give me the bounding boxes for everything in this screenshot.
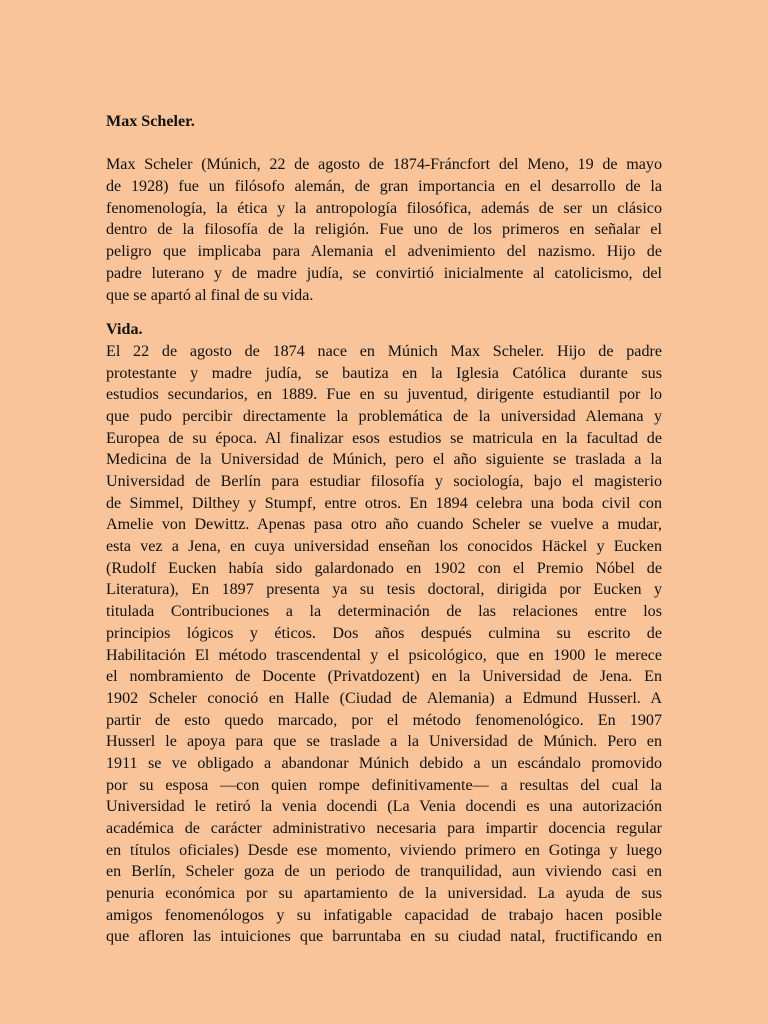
vida-line: que pudo percibir directamente la problemática de la universidad Alemana y xyxy=(106,407,662,425)
vida-line: académica de carácter administrativo necesaria para impartir docencia regular xyxy=(106,820,662,837)
vida-line: Europea de su época. Al finalizar esos estudios se matricula en la facultad de xyxy=(106,429,662,447)
vida-line: 1902 Scheler conoció en Halle (Ciudad de Alemania) a Edmund Husserl. A xyxy=(106,689,662,707)
vida-line: (Rudolf Eucken había sido galardonado en 1902 con el Premio Nóbel de xyxy=(106,559,662,577)
vida-line: el nombramiento de Docente (Privatdozent) en la Universidad de Jena. En xyxy=(106,668,662,686)
vida-line: partir de esto quedo marcado, por el método fenomenológico. En 1907 xyxy=(106,711,662,729)
paragraph-gap xyxy=(106,306,662,319)
vida-line: en títulos oficiales) Desde ese momento, viviendo primero en Gotinga y luego xyxy=(106,841,662,859)
intro-line: dentro de la filosofía de la religión. Fue uno de los primeros en señalar el xyxy=(106,221,662,239)
vida-line: esta vez a Jena, en cuya universidad enseñan los conocidos Häckel y Eucken xyxy=(106,538,662,556)
vida-line: Universidad de Berlín para estudiar filosofía y sociología, bajo el magisterio xyxy=(106,473,662,490)
vida-line: protestante y madre judía, se bautiza en la Iglesia Católica durante sus xyxy=(106,364,662,382)
vida-line: titulada Contribuciones a la determinación de las relaciones entre los xyxy=(106,603,662,621)
vida-line: que afloren las intuiciones que barruntaba en su ciudad natal, fructificando en xyxy=(106,928,662,946)
vida-line: Amelie von Dewittz. Apenas pasa otro año cuando Scheler se vuelve a mudar, xyxy=(106,516,662,534)
vida-line: Universidad le retiró la venia docendi (La Venia docendi es una autorización xyxy=(106,798,662,816)
intro-line: Max Scheler (Múnich, 22 de agosto de 1874-Fráncfort del Meno, 19 de mayo xyxy=(106,156,662,174)
intro-line: de 1928) fue un filósofo alemán, de gran importancia en el desarrollo de la xyxy=(106,178,662,196)
vida-line: Husserl le apoya para que se traslade a la Universidad de Múnich. Pero en xyxy=(106,733,662,751)
document-title: Max Scheler. xyxy=(106,113,195,130)
vida-line: en Berlín, Scheler goza de un periodo de tranquilidad, aun viviendo casi en xyxy=(106,863,662,881)
intro-line: fenomenología, la ética y la antropología filosófica, además de ser un clásico xyxy=(106,199,662,217)
vida-line: de Simmel, Dilthey y Stumpf, entre otros. En 1894 celebra una boda civil con xyxy=(106,494,662,512)
vida-paragraph xyxy=(106,341,662,948)
vida-line: Literatura), En 1897 presenta ya su tesis doctoral, dirigida por Eucken y xyxy=(106,581,662,599)
vida-line: Habilitación El método trascendental y el psicológico, que en 1900 le merece xyxy=(106,646,662,664)
intro-paragraph xyxy=(106,154,662,306)
intro-line: padre luterano y de madre judía, se convirtió inicialmente al catolicismo, del xyxy=(106,264,662,282)
vida-line: principios lógicos y éticos. Dos años después culmina su escrito de xyxy=(106,624,662,642)
vida-line: Medicina de la Universidad de Múnich, pero el año siguiente se traslada a la xyxy=(106,451,662,469)
vida-line: penuria económica por su apartamiento de la universidad. La ayuda de sus xyxy=(106,885,662,903)
vida-line: amigos fenomenólogos y su infatigable capacidad de trabajo hacen posible xyxy=(106,906,662,924)
document-page xyxy=(106,111,662,948)
vida-line: 1911 se ve obligado a abandonar Múnich debido a un escándalo promovido xyxy=(106,754,662,772)
intro-line: que se apartó al final de su vida. xyxy=(106,286,314,304)
vida-line: El 22 de agosto de 1874 nace en Múnich Max Scheler. Hijo de padre xyxy=(106,342,662,360)
vida-line: estudios secundarios, en 1889. Fue en su juventud, dirigente estudiantil por lo xyxy=(106,386,662,404)
paragraph-gap xyxy=(106,133,662,155)
intro-line: peligro que implicaba para Alemania el advenimiento del nazismo. Hijo de xyxy=(106,243,662,261)
vida-line: por su esposa —con quien rompe definitivamente— a resultas del cual la xyxy=(106,776,662,794)
section-heading: Vida. xyxy=(106,321,143,339)
